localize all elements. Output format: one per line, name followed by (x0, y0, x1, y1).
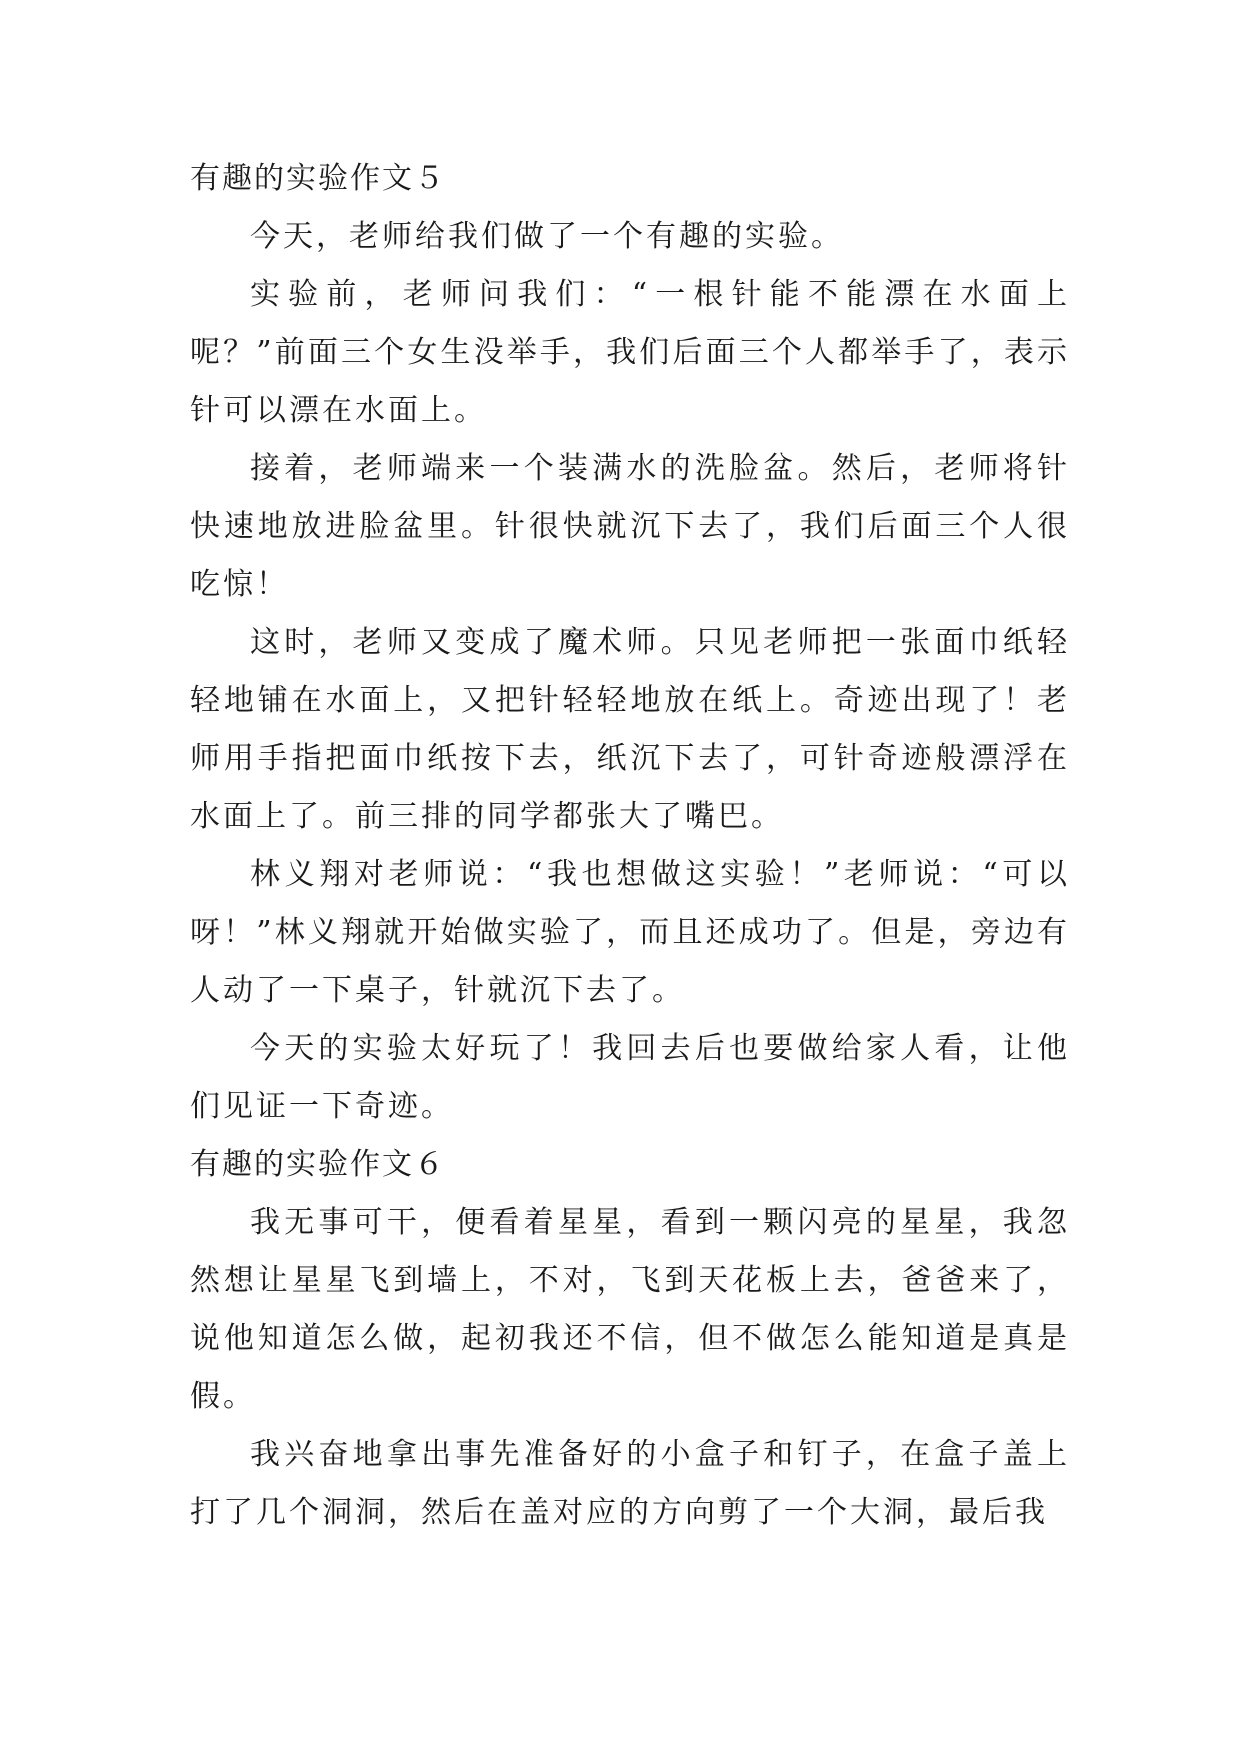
paragraph: 今天，老师给我们做了一个有趣的实验。 (250, 219, 844, 254)
paragraph: 林义翔对老师说：“我也想做这实验！”老师说：“可以呀！”林义翔就开始做实验了，而且还成功了。但是，旁边有人动了一下桌子，针就沉下去了。 (190, 857, 1070, 1008)
section-title: 有趣的实验作文５ (190, 161, 446, 196)
document-body (190, 150, 1070, 1542)
paragraph: 我兴奋地拿出事先准备好的小盒子和钉子，在盒子盖上打了几个洞洞，然后在盖对应的方向剪了一个大洞，最后我 (190, 1437, 1070, 1530)
paragraph: 这时，老师又变成了魔术师。只见老师把一张面巾纸轻轻地铺在水面上，又把针轻轻地放在纸上。奇迹出现了！老师用手指把面巾纸按下去，纸沉下去了，可针奇迹般漂浮在水面上了。前三排的同学都张大了嘴巴。 (190, 625, 1070, 834)
paragraph: 实验前，老师问我们：“一根针能不能漂在水面上呢？”前面三个女生没举手，我们后面三个人都举手了，表示针可以漂在水面上。 (190, 277, 1070, 428)
paragraph: 接着，老师端来一个装满水的洗脸盆。然后，老师将针快速地放进脸盆里。针很快就沉下去了，我们后面三个人很吃惊！ (190, 451, 1070, 602)
paragraph: 我无事可干，便看着星星，看到一颗闪亮的星星，我忽然想让星星飞到墙上，不对，飞到天花板上去，爸爸来了，说他知道怎么做，起初我还不信，但不做怎么能知道是真是假。 (190, 1205, 1070, 1414)
section-title: 有趣的实验作文６ (190, 1147, 446, 1182)
paragraph: 今天的实验太好玩了！我回去后也要做给家人看，让他们见证一下奇迹。 (190, 1031, 1070, 1124)
